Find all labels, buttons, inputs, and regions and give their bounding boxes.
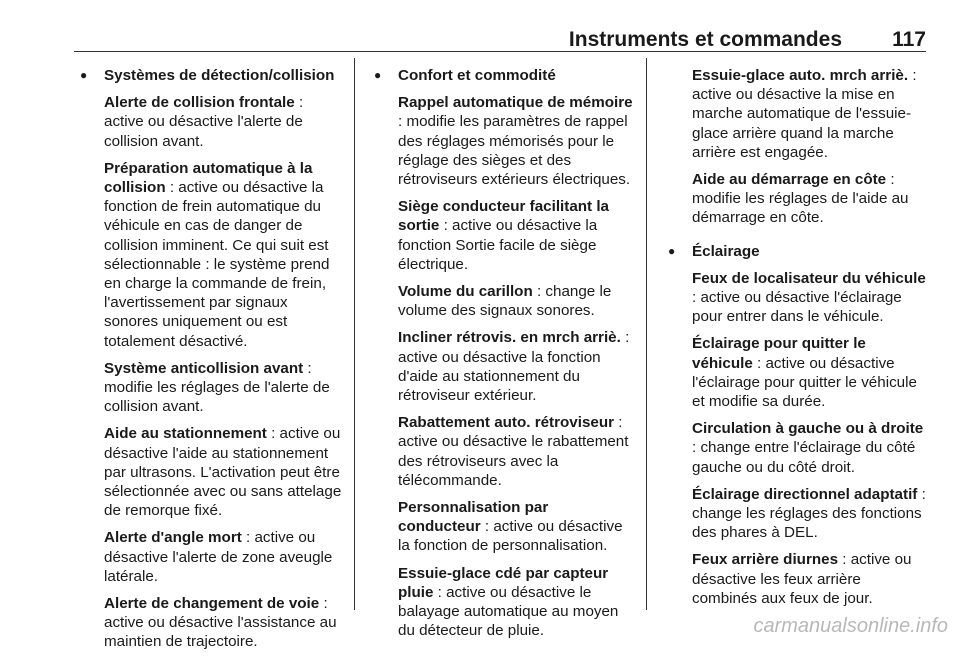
entry-term: Éclairage pour quitter le véhicule [692,335,866,372]
column-divider [354,58,355,610]
entry [398,282,634,320]
entry-term: Volume du carillon [398,283,533,301]
entry-term: Système anticollision avant [104,359,304,377]
entry [104,528,342,586]
entry-term: Personnalisation par conducteur [398,499,549,536]
entry [104,359,342,417]
entry-term: Incliner rétrovis. en mrch arriè. [398,329,621,347]
entry-text: : change les réglages des fonctions des phares à DEL. [692,485,926,542]
entry [398,498,634,556]
entry [104,159,342,351]
entry [692,269,928,327]
entry-term: Préparation automatique à la collision [104,159,313,197]
entry [398,197,634,274]
entry-term: Alerte de collision frontale [104,94,295,112]
entry-text: : active ou désactive l'alerte de collision avant. [104,94,304,150]
chapter-title: Instruments et commandes [568,28,842,51]
page-number: 117 [892,28,926,51]
entry-term: Alerte de changement de voie [104,595,320,613]
watermark: carmanualsonline.info [753,615,948,637]
entry-text: : active ou désactive la fonction Sortie facile de siège électrique. [398,217,598,273]
entry [692,550,928,608]
entry [398,328,634,405]
entry [692,334,928,411]
entry-text: : active ou désactive l'éclairage pour quitter le véhicule et modifie sa durée. [692,354,917,411]
entry-text: : change le volume des signaux sonores. [398,283,612,320]
entry-text: : active ou désactive le balayage automatique au moyen du détecteur de pluie. [398,583,619,640]
entry-term: Alerte d'angle mort [104,529,242,547]
entry-text: : active ou désactive la fonction d'aide au stationnement du rétroviseur extérieur. [398,329,630,405]
entry-text: : active ou désactive la mise en marche automatique de l'essuie-glace arrière quand la marche arrière est engagée. [692,67,917,161]
entry-term: Essuie-glace cdé par capteur pluie [398,564,609,601]
entry [398,93,634,189]
entry-term: Feux de localisateur du véhicule [692,269,926,287]
header-rule [74,51,926,52]
entry [104,424,342,520]
entry [692,485,928,543]
entry-text: : active ou désactive l'assistance au maintien de trajectoire. [104,595,337,651]
entry [692,66,928,162]
entry-text: : modifie les réglages de l'aide au démarrage en côte. [692,171,909,227]
entry-text: : active ou désactive le rabattement des rétroviseurs avec la télécommande. [398,414,629,489]
section-title: ● Éclairage [692,242,928,261]
column-3 [692,66,928,616]
entry-text: : active ou désactive l'aide au stationnement par ultrasons. L'activation peut être sélectionnée avec ou sans attelage de remorque fixé. [104,425,342,520]
page-header [74,20,926,52]
entry-term: Aide au démarrage en côte [692,171,887,189]
entry-text: : active ou désactive l'éclairage pour entrer dans le véhicule. [692,289,902,326]
entry-term: Essuie-glace auto. mrch arriè. [692,67,909,84]
entry-text: : active ou désactive l'alerte de zone aveugle latérale. [104,529,333,585]
section-title: ● Confort et commodité [398,66,634,85]
entry-text: : modifie les paramètres de rappel des réglages mémorisés pour le réglage des sièges et des rétroviseurs extérieurs électriques. [398,113,631,189]
entry-text: : modifie les réglages de l'alerte de collision avant. [104,359,330,416]
entry-text: : active ou désactive la fonction de personnalisation. [398,518,623,555]
column-1 [104,66,342,660]
entry [692,419,928,477]
column-2 [398,66,634,648]
entry [398,413,634,490]
section-title: ● Systèmes de détection/collision [104,66,342,85]
entry-term: Feux arrière diurnes [692,551,839,569]
entry-text: : active ou désactive les feux arrière combinés aux feux de jour. [692,551,912,607]
entry [692,170,928,228]
entry-text: : change entre l'éclairage du côté gauche ou du côté droit. [692,439,916,476]
entry-term: Circulation à gauche ou à droite [692,420,924,438]
entry-term: Rabattement auto. rétroviseur [398,414,615,432]
entry [104,594,342,652]
column-divider [646,58,647,610]
entry [104,93,342,151]
entry-text: : active ou désactive la fonction de frein automatique du véhicule en cas de danger de collision imminent. Ce qui suit est sélectionnable : le système prend en charge la commande de frein, l'avertissement par signaux sonores uniquement ou est totalement désactivé. [104,179,330,350]
entry-term: Siège conducteur facilitant la sortie [398,198,609,235]
entry [398,564,634,641]
entry-term: Éclairage directionnel adaptatif [692,485,918,503]
entry-term: Aide au stationnement [104,425,267,443]
entry-term: Rappel automatique de mémoire [398,94,633,112]
